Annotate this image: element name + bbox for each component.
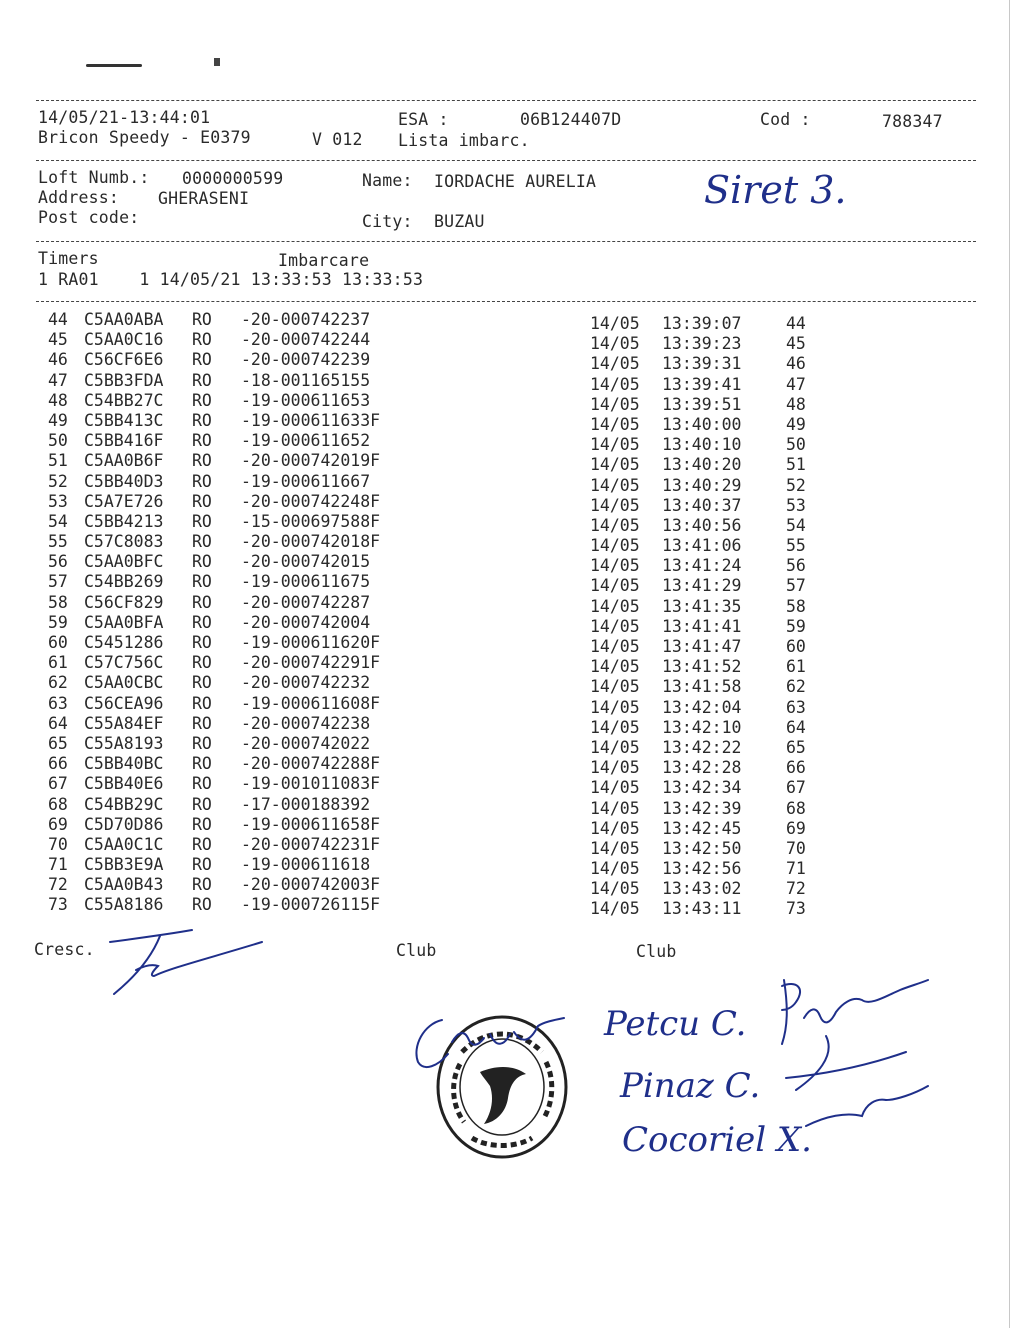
row-index: 69 xyxy=(48,814,68,834)
row-number: 54 xyxy=(786,515,806,535)
row-date: 14/05 xyxy=(590,899,640,919)
row-index: 60 xyxy=(48,633,68,652)
row-time: 13:39:23 xyxy=(662,334,742,354)
row-index: 53 xyxy=(48,491,68,511)
row-country: RO xyxy=(192,390,212,410)
row-date: 14/05 xyxy=(590,717,640,737)
row-country: RO xyxy=(192,875,212,895)
row-chip-code: C5AA0C16 xyxy=(84,330,164,350)
row-number: 47 xyxy=(786,374,806,394)
row-chip-code: C57C756C xyxy=(84,653,164,673)
row-time: 13:42:50 xyxy=(662,838,742,858)
row-date: 14/05 xyxy=(590,697,640,717)
list-row xyxy=(0,532,1024,556)
row-time: 13:41:29 xyxy=(662,576,742,596)
row-date: 14/05 xyxy=(590,576,640,596)
list-row xyxy=(0,511,1024,535)
row-chip-code: C57C8083 xyxy=(84,532,164,552)
row-country: RO xyxy=(192,471,212,491)
row-index: 48 xyxy=(48,390,68,410)
row-country: RO xyxy=(192,673,212,693)
row-date: 14/05 xyxy=(590,334,640,354)
list-row xyxy=(0,875,1024,899)
row-ring-number: -20-000742239 xyxy=(241,350,371,370)
row-chip-code: C55A84EF xyxy=(84,713,164,733)
row-number: 48 xyxy=(786,394,806,414)
row-index: 73 xyxy=(48,895,68,915)
row-date: 14/05 xyxy=(590,758,640,778)
dashed-divider xyxy=(36,100,976,101)
row-number: 60 xyxy=(786,637,806,656)
list-row xyxy=(0,733,1024,757)
row-ring-number: -20-000742022 xyxy=(241,733,371,753)
row-ring-number: -20-000742238 xyxy=(241,713,371,733)
dashed-divider xyxy=(36,241,976,242)
row-ring-number: -20-000742237 xyxy=(241,310,371,329)
signature-name-3: Cocoriel X. xyxy=(622,1120,812,1160)
row-date: 14/05 xyxy=(590,475,640,495)
row-number: 58 xyxy=(786,596,806,616)
row-country: RO xyxy=(192,693,212,713)
row-index: 50 xyxy=(48,431,68,451)
row-ring-number: -19-000611652 xyxy=(241,431,371,451)
row-time: 13:42:28 xyxy=(662,758,742,778)
row-time: 13:42:45 xyxy=(662,818,742,838)
list-row xyxy=(0,471,1024,495)
row-date: 14/05 xyxy=(590,314,640,333)
row-number: 68 xyxy=(786,798,806,818)
row-index: 47 xyxy=(48,370,68,390)
row-number: 49 xyxy=(786,414,806,434)
row-ring-number: -20-000742291F xyxy=(241,653,381,673)
pigeon-list xyxy=(0,310,1024,919)
row-country: RO xyxy=(192,370,212,390)
row-index: 54 xyxy=(48,511,68,531)
row-date: 14/05 xyxy=(590,879,640,899)
row-index: 65 xyxy=(48,733,68,753)
row-index: 57 xyxy=(48,572,68,592)
list-row xyxy=(0,834,1024,858)
breeder-signature xyxy=(100,924,270,1004)
name-value: IORDACHE AURELIA xyxy=(434,172,597,191)
row-index: 70 xyxy=(48,834,68,854)
row-country: RO xyxy=(192,572,212,592)
row-country: RO xyxy=(192,330,212,350)
row-chip-code: C5BB40BC xyxy=(84,754,164,774)
row-chip-code: C54BB29C xyxy=(84,794,164,814)
row-number: 56 xyxy=(786,556,806,576)
row-time: 13:43:11 xyxy=(662,899,742,919)
row-date: 14/05 xyxy=(590,677,640,697)
row-time: 13:39:31 xyxy=(662,354,742,374)
row-time: 13:41:24 xyxy=(662,556,742,576)
signature-name-1: Petcu C. xyxy=(604,1004,747,1044)
row-chip-code: C5AA0BFA xyxy=(84,612,164,632)
row-date: 14/05 xyxy=(590,354,640,374)
row-time: 13:40:00 xyxy=(662,414,742,434)
row-country: RO xyxy=(192,310,212,329)
row-ring-number: -19-000726115F xyxy=(241,895,381,915)
list-row xyxy=(0,451,1024,475)
row-ring-number: -20-000742019F xyxy=(241,451,381,471)
loft-value: 0000000599 xyxy=(182,169,284,188)
row-index: 46 xyxy=(48,350,68,370)
row-date: 14/05 xyxy=(590,374,640,394)
row-ring-number: -20-000742248F xyxy=(241,491,381,511)
row-index: 64 xyxy=(48,713,68,733)
row-time: 13:41:58 xyxy=(662,677,742,697)
list-row xyxy=(0,774,1024,798)
row-chip-code: C5BB4213 xyxy=(84,511,164,531)
row-index: 55 xyxy=(48,532,68,552)
row-ring-number: -20-000742288F xyxy=(241,754,381,774)
scan-mark-dot xyxy=(214,58,220,66)
row-time: 13:43:02 xyxy=(662,879,742,899)
row-date: 14/05 xyxy=(590,818,640,838)
row-time: 13:42:22 xyxy=(662,737,742,757)
row-number: 52 xyxy=(786,475,806,495)
row-number: 71 xyxy=(786,859,806,879)
row-chip-code: C5A7E726 xyxy=(84,491,164,511)
row-country: RO xyxy=(192,713,212,733)
row-country: RO xyxy=(192,350,212,370)
row-number: 65 xyxy=(786,737,806,757)
row-ring-number: -19-001011083F xyxy=(241,774,381,794)
row-chip-code: C56CF6E6 xyxy=(84,350,164,370)
list-row xyxy=(0,491,1024,515)
row-time: 13:40:20 xyxy=(662,455,742,475)
row-date: 14/05 xyxy=(590,515,640,535)
row-time: 13:41:41 xyxy=(662,616,742,636)
row-ring-number: -19-000611620F xyxy=(241,633,381,652)
row-index: 51 xyxy=(48,451,68,471)
committee-signatures xyxy=(766,966,936,1156)
row-ring-number: -20-000742015 xyxy=(241,552,371,572)
cresc-label: Cresc. xyxy=(34,940,95,959)
row-index: 49 xyxy=(48,410,68,430)
row-index: 56 xyxy=(48,552,68,572)
row-ring-number: -20-000742231F xyxy=(241,834,381,854)
row-date: 14/05 xyxy=(590,495,640,515)
row-index: 44 xyxy=(48,310,68,329)
row-chip-code: C5BB3FDA xyxy=(84,370,164,390)
list-row xyxy=(0,410,1024,434)
row-time: 13:39:07 xyxy=(662,314,742,333)
row-time: 13:41:52 xyxy=(662,657,742,677)
name-label: Name: xyxy=(362,171,413,190)
row-country: RO xyxy=(192,491,212,511)
row-chip-code: C5AA0ABA xyxy=(84,310,164,329)
imbarcare-label: Imbarcare xyxy=(278,251,370,270)
row-index: 68 xyxy=(48,794,68,814)
row-ring-number: -20-000742232 xyxy=(241,673,371,693)
row-country: RO xyxy=(192,552,212,572)
row-date: 14/05 xyxy=(590,394,640,414)
cod-value: 788347 xyxy=(882,112,943,131)
city-value: BUZAU xyxy=(434,212,485,231)
row-number: 73 xyxy=(786,899,806,919)
row-ring-number: -20-000742244 xyxy=(241,330,371,350)
row-ring-number: -19-000611675 xyxy=(241,572,371,592)
row-chip-code: C5BB40E6 xyxy=(84,774,164,794)
list-row xyxy=(0,310,1024,333)
row-number: 57 xyxy=(786,576,806,596)
row-ring-number: -20-000742004 xyxy=(241,612,371,632)
row-country: RO xyxy=(192,511,212,531)
row-number: 46 xyxy=(786,354,806,374)
row-number: 51 xyxy=(786,455,806,475)
dashed-divider xyxy=(36,160,976,161)
row-ring-number: -20-000742287 xyxy=(241,592,371,612)
row-date: 14/05 xyxy=(590,838,640,858)
row-ring-number: -19-000611633F xyxy=(241,410,381,430)
address-label: Address: xyxy=(38,188,120,207)
row-country: RO xyxy=(192,834,212,854)
row-index: 58 xyxy=(48,592,68,612)
row-chip-code: C5AA0BFC xyxy=(84,552,164,572)
esa-value: 06B124407D xyxy=(520,110,622,129)
row-time: 13:40:29 xyxy=(662,475,742,495)
list-row xyxy=(0,754,1024,778)
row-chip-code: C56CEA96 xyxy=(84,693,164,713)
row-time: 13:41:06 xyxy=(662,536,742,556)
row-index: 63 xyxy=(48,693,68,713)
row-time: 13:40:10 xyxy=(662,435,742,455)
list-row xyxy=(0,713,1024,737)
list-row xyxy=(0,794,1024,818)
list-row xyxy=(0,431,1024,455)
row-ring-number: -19-000611653 xyxy=(241,390,371,410)
row-country: RO xyxy=(192,733,212,753)
row-date: 14/05 xyxy=(590,455,640,475)
row-date: 14/05 xyxy=(590,637,640,656)
row-chip-code: C54BB27C xyxy=(84,390,164,410)
row-date: 14/05 xyxy=(590,737,640,757)
city-label: City: xyxy=(362,212,413,231)
row-ring-number: -19-000611658F xyxy=(241,814,381,834)
row-number: 59 xyxy=(786,616,806,636)
device-version: V 012 xyxy=(312,130,363,149)
row-country: RO xyxy=(192,774,212,794)
cod-label: Cod : xyxy=(760,110,811,129)
row-ring-number: -20-000742018F xyxy=(241,532,381,552)
row-index: 45 xyxy=(48,330,68,350)
row-index: 52 xyxy=(48,471,68,491)
row-number: 45 xyxy=(786,334,806,354)
row-number: 72 xyxy=(786,879,806,899)
row-time: 13:42:04 xyxy=(662,697,742,717)
list-row xyxy=(0,814,1024,838)
row-number: 69 xyxy=(786,818,806,838)
loft-label: Loft Numb.: xyxy=(38,168,150,187)
row-number: 66 xyxy=(786,758,806,778)
row-date: 14/05 xyxy=(590,616,640,636)
list-title: Lista imbarc. xyxy=(398,131,530,150)
list-row xyxy=(0,612,1024,636)
row-index: 62 xyxy=(48,673,68,693)
row-index: 59 xyxy=(48,612,68,632)
row-date: 14/05 xyxy=(590,556,640,576)
row-ring-number: -19-000611608F xyxy=(241,693,381,713)
row-ring-number: -20-000742003F xyxy=(241,875,381,895)
row-date: 14/05 xyxy=(590,859,640,879)
row-time: 13:42:56 xyxy=(662,859,742,879)
list-row xyxy=(0,895,1024,919)
row-chip-code: C5BB3E9A xyxy=(84,855,164,875)
list-row xyxy=(0,370,1024,394)
row-chip-code: C5AA0CBC xyxy=(84,673,164,693)
row-chip-code: C5BB416F xyxy=(84,431,164,451)
row-date: 14/05 xyxy=(590,414,640,434)
row-country: RO xyxy=(192,794,212,814)
row-chip-code: C5BB413C xyxy=(84,410,164,430)
row-index: 61 xyxy=(48,653,68,673)
row-time: 13:41:47 xyxy=(662,637,742,656)
list-row xyxy=(0,390,1024,414)
list-row xyxy=(0,350,1024,374)
row-date: 14/05 xyxy=(590,778,640,798)
row-ring-number: -17-000188392 xyxy=(241,794,371,814)
list-row xyxy=(0,552,1024,576)
row-time: 13:40:37 xyxy=(662,495,742,515)
row-chip-code: C5D70D86 xyxy=(84,814,164,834)
row-country: RO xyxy=(192,653,212,673)
row-number: 50 xyxy=(786,435,806,455)
row-time: 13:39:51 xyxy=(662,394,742,414)
row-number: 61 xyxy=(786,657,806,677)
row-chip-code: C56CF829 xyxy=(84,592,164,612)
row-index: 72 xyxy=(48,875,68,895)
list-row xyxy=(0,592,1024,616)
club-label-2: Club xyxy=(636,942,677,961)
row-country: RO xyxy=(192,754,212,774)
row-ring-number: -19-000611618 xyxy=(241,855,371,875)
list-row xyxy=(0,633,1024,656)
row-index: 66 xyxy=(48,754,68,774)
postcode-label: Post code: xyxy=(38,208,140,227)
list-row xyxy=(0,855,1024,879)
row-country: RO xyxy=(192,532,212,552)
row-country: RO xyxy=(192,814,212,834)
row-number: 55 xyxy=(786,536,806,556)
timers-label: Timers xyxy=(38,249,99,268)
list-row xyxy=(0,330,1024,354)
row-chip-code: C54BB269 xyxy=(84,572,164,592)
dashed-divider xyxy=(36,301,976,302)
row-country: RO xyxy=(192,895,212,915)
row-index: 67 xyxy=(48,774,68,794)
row-time: 13:41:35 xyxy=(662,596,742,616)
row-index: 71 xyxy=(48,855,68,875)
club-signature xyxy=(404,1002,574,1082)
row-number: 53 xyxy=(786,495,806,515)
row-date: 14/05 xyxy=(590,596,640,616)
row-time: 13:42:10 xyxy=(662,717,742,737)
row-chip-code: C5AA0C1C xyxy=(84,834,164,854)
row-chip-code: C5451286 xyxy=(84,633,164,652)
row-time: 13:39:41 xyxy=(662,374,742,394)
row-chip-code: C5BB40D3 xyxy=(84,471,164,491)
esa-label: ESA : xyxy=(398,110,449,129)
row-date: 14/05 xyxy=(590,657,640,677)
row-number: 64 xyxy=(786,717,806,737)
print-datetime: 14/05/21-13:44:01 xyxy=(38,108,211,127)
row-country: RO xyxy=(192,633,212,652)
row-country: RO xyxy=(192,431,212,451)
row-number: 63 xyxy=(786,697,806,717)
club-label-1: Club xyxy=(396,941,437,960)
scan-mark xyxy=(86,64,142,67)
list-row xyxy=(0,693,1024,717)
list-row xyxy=(0,673,1024,697)
row-ring-number: -18-001165155 xyxy=(241,370,371,390)
timer-line: 1 RA01 1 14/05/21 13:33:53 13:33:53 xyxy=(38,270,424,289)
row-date: 14/05 xyxy=(590,798,640,818)
row-time: 13:42:39 xyxy=(662,798,742,818)
list-row xyxy=(0,572,1024,596)
row-chip-code: C55A8186 xyxy=(84,895,164,915)
row-time: 13:40:56 xyxy=(662,515,742,535)
row-time: 13:42:34 xyxy=(662,778,742,798)
row-chip-code: C5AA0B43 xyxy=(84,875,164,895)
signature-name-2: Pinaz C. xyxy=(620,1066,761,1106)
row-number: 70 xyxy=(786,838,806,858)
row-country: RO xyxy=(192,592,212,612)
row-date: 14/05 xyxy=(590,536,640,556)
row-chip-code: C55A8193 xyxy=(84,733,164,753)
row-country: RO xyxy=(192,612,212,632)
row-date: 14/05 xyxy=(590,435,640,455)
handwritten-siret-note: Siret 3. xyxy=(704,168,847,212)
row-ring-number: -15-000697588F xyxy=(241,511,381,531)
address-value: GHERASENI xyxy=(158,189,250,208)
row-number: 62 xyxy=(786,677,806,697)
row-number: 44 xyxy=(786,314,806,333)
row-country: RO xyxy=(192,451,212,471)
row-country: RO xyxy=(192,410,212,430)
list-row xyxy=(0,653,1024,677)
row-ring-number: -19-000611667 xyxy=(241,471,371,491)
row-chip-code: C5AA0B6F xyxy=(84,451,164,471)
row-number: 67 xyxy=(786,778,806,798)
row-country: RO xyxy=(192,855,212,875)
device-name: Bricon Speedy - E0379 xyxy=(38,128,251,147)
